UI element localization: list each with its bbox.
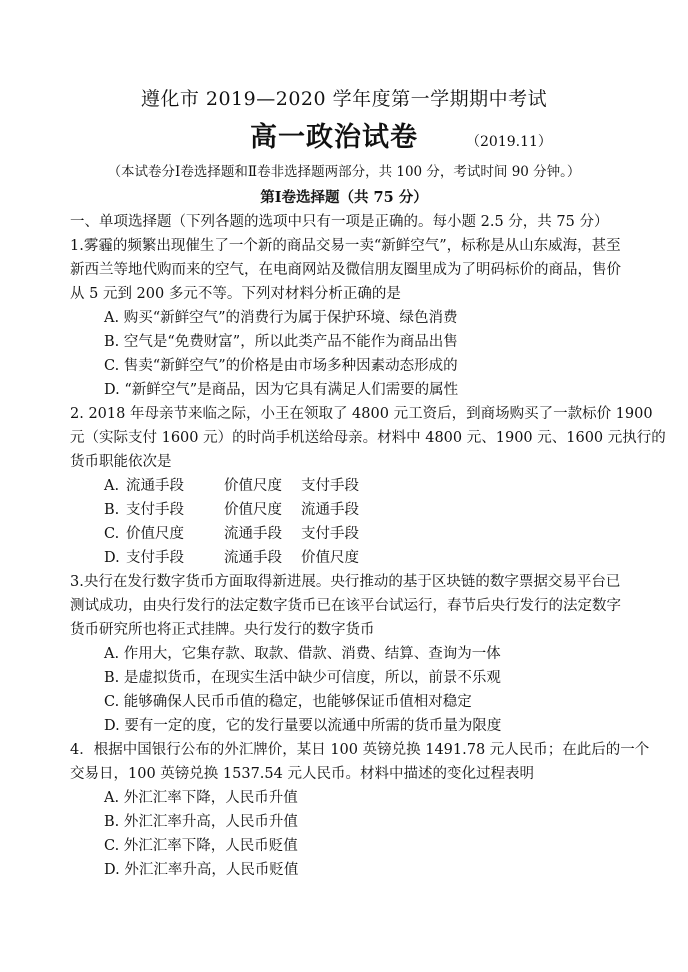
option-term: 价值尺度 (301, 550, 359, 566)
option-term: 支付手段 (126, 502, 184, 518)
question-3-stem-line: 货币研究所也将正式挂牌。央行发行的数字货币 (70, 622, 375, 638)
option-term: 支付手段 (301, 526, 359, 542)
option-term: 价值尺度 (126, 526, 184, 542)
question-2-option-b (104, 500, 359, 520)
page-title: 高一政治试卷 (250, 122, 418, 153)
option-term: 流通手段 (224, 526, 282, 542)
option-term: 支付手段 (301, 478, 359, 494)
question-1-stem-line: 从 5 元到 200 多元不等。下列对材料分析正确的是 (70, 286, 401, 302)
question-4-stem-line: 交易日，100 英镑兑换 1537.54 元人民币。材料中描述的变化过程表明 (70, 766, 534, 782)
question-3-stem-line: 3.央行在发行数字货币方面取得新进展。央行推动的基于区块链的数字票据交易平台已 (70, 574, 621, 590)
question-2-option-c (104, 524, 359, 544)
question-2-option-d (104, 548, 359, 568)
question-1-stem-line: 1.雾霾的频繁出现催生了一个新的商品交易一卖“新鲜空气”，标称是从山东威海，甚至 (70, 238, 621, 254)
question-2-stem-line: 元（实际支付 1600 元）的时尚手机送给母亲。材料中 4800 元、1900 元、1600 元执行的 (70, 430, 666, 446)
option-term: 流通手段 (301, 502, 359, 518)
exam-instructions: （本试卷分Ⅰ卷选择题和Ⅱ卷非选择题两部分，共 100 分，考试时间 90 分钟。） (107, 164, 581, 180)
option-term: 价值尺度 (224, 478, 282, 494)
question-2-stem-line: 2. 2018 年母亲节来临之际，小王在领取了 4800 元工资后，到商场购买了一款标价 1900 (70, 406, 653, 422)
exam-date: （2019.11） (466, 134, 552, 150)
question-4-option-a: A. 外汇汇率下降，人民币升值 (104, 790, 298, 806)
question-1-option-b: B. 空气是“免费财富”，所以此类产品不能作为商品出售 (104, 334, 458, 350)
option-letter: B. (104, 502, 120, 518)
question-3-option-a: A. 作用大，它集存款、取款、借款、消费、结算、查询为一体 (104, 646, 501, 662)
question-1-option-c: C. 售卖“新鲜空气”的价格是由市场多种因素动态形成的 (104, 358, 458, 374)
question-3-option-c: C. 能够确保人民币币值的稳定，也能够保证币值相对稳定 (104, 694, 472, 710)
option-term: 价值尺度 (224, 502, 282, 518)
part-title: 一、单项选择题（下列各题的选项中只有一项是正确的。每小题 2.5 分，共 75 分） (70, 214, 609, 230)
option-term: 流通手段 (126, 478, 184, 494)
question-4-stem-line: 4．根据中国银行公布的外汇牌价，某日 100 英镑兑换 1491.78 元人民币；在此后的一个 (70, 742, 650, 758)
question-4-option-b: B. 外汇汇率升高，人民币升值 (104, 814, 298, 830)
option-term: 流通手段 (224, 550, 282, 566)
question-1-option-d: D. “新鲜空气”是商品，因为它具有满足人们需要的属性 (104, 382, 459, 398)
question-2-option-a (104, 476, 359, 496)
question-2-stem-line: 货币职能依次是 (70, 454, 172, 470)
question-3-stem-line: 测试成功，由央行发行的法定数字货币已在该平台试运行，春节后央行发行的法定数字 (70, 598, 621, 614)
option-letter: D. (104, 550, 120, 566)
question-4-option-c: C. 外汇汇率下降，人民币贬值 (104, 838, 298, 854)
option-letter: A. (104, 478, 120, 494)
school-exam-heading: 遵化市 2019—2020 学年度第一学期期中考试 (140, 88, 548, 110)
question-3-option-d: D. 要有一定的度，它的发行量要以流通中所需的货币量为限度 (104, 718, 502, 734)
question-1-option-a: A. 购买“新鲜空气”的消费行为属于保护环境、绿色消费 (104, 310, 458, 326)
section-title: 第Ⅰ卷选择题（共 75 分） (260, 189, 428, 206)
question-3-option-b: B. 是虚拟货币，在现实生活中缺少可信度，所以，前景不乐观 (104, 670, 501, 686)
option-term: 支付手段 (126, 550, 184, 566)
option-letter: C. (104, 526, 120, 542)
question-1-stem-line: 新西兰等地代购而来的空气，在电商网站及微信朋友圈里成为了明码标价的商品，售价 (70, 262, 621, 278)
question-4-option-d: D. 外汇汇率升高，人民币贬值 (104, 862, 299, 878)
title-row (0, 118, 688, 158)
